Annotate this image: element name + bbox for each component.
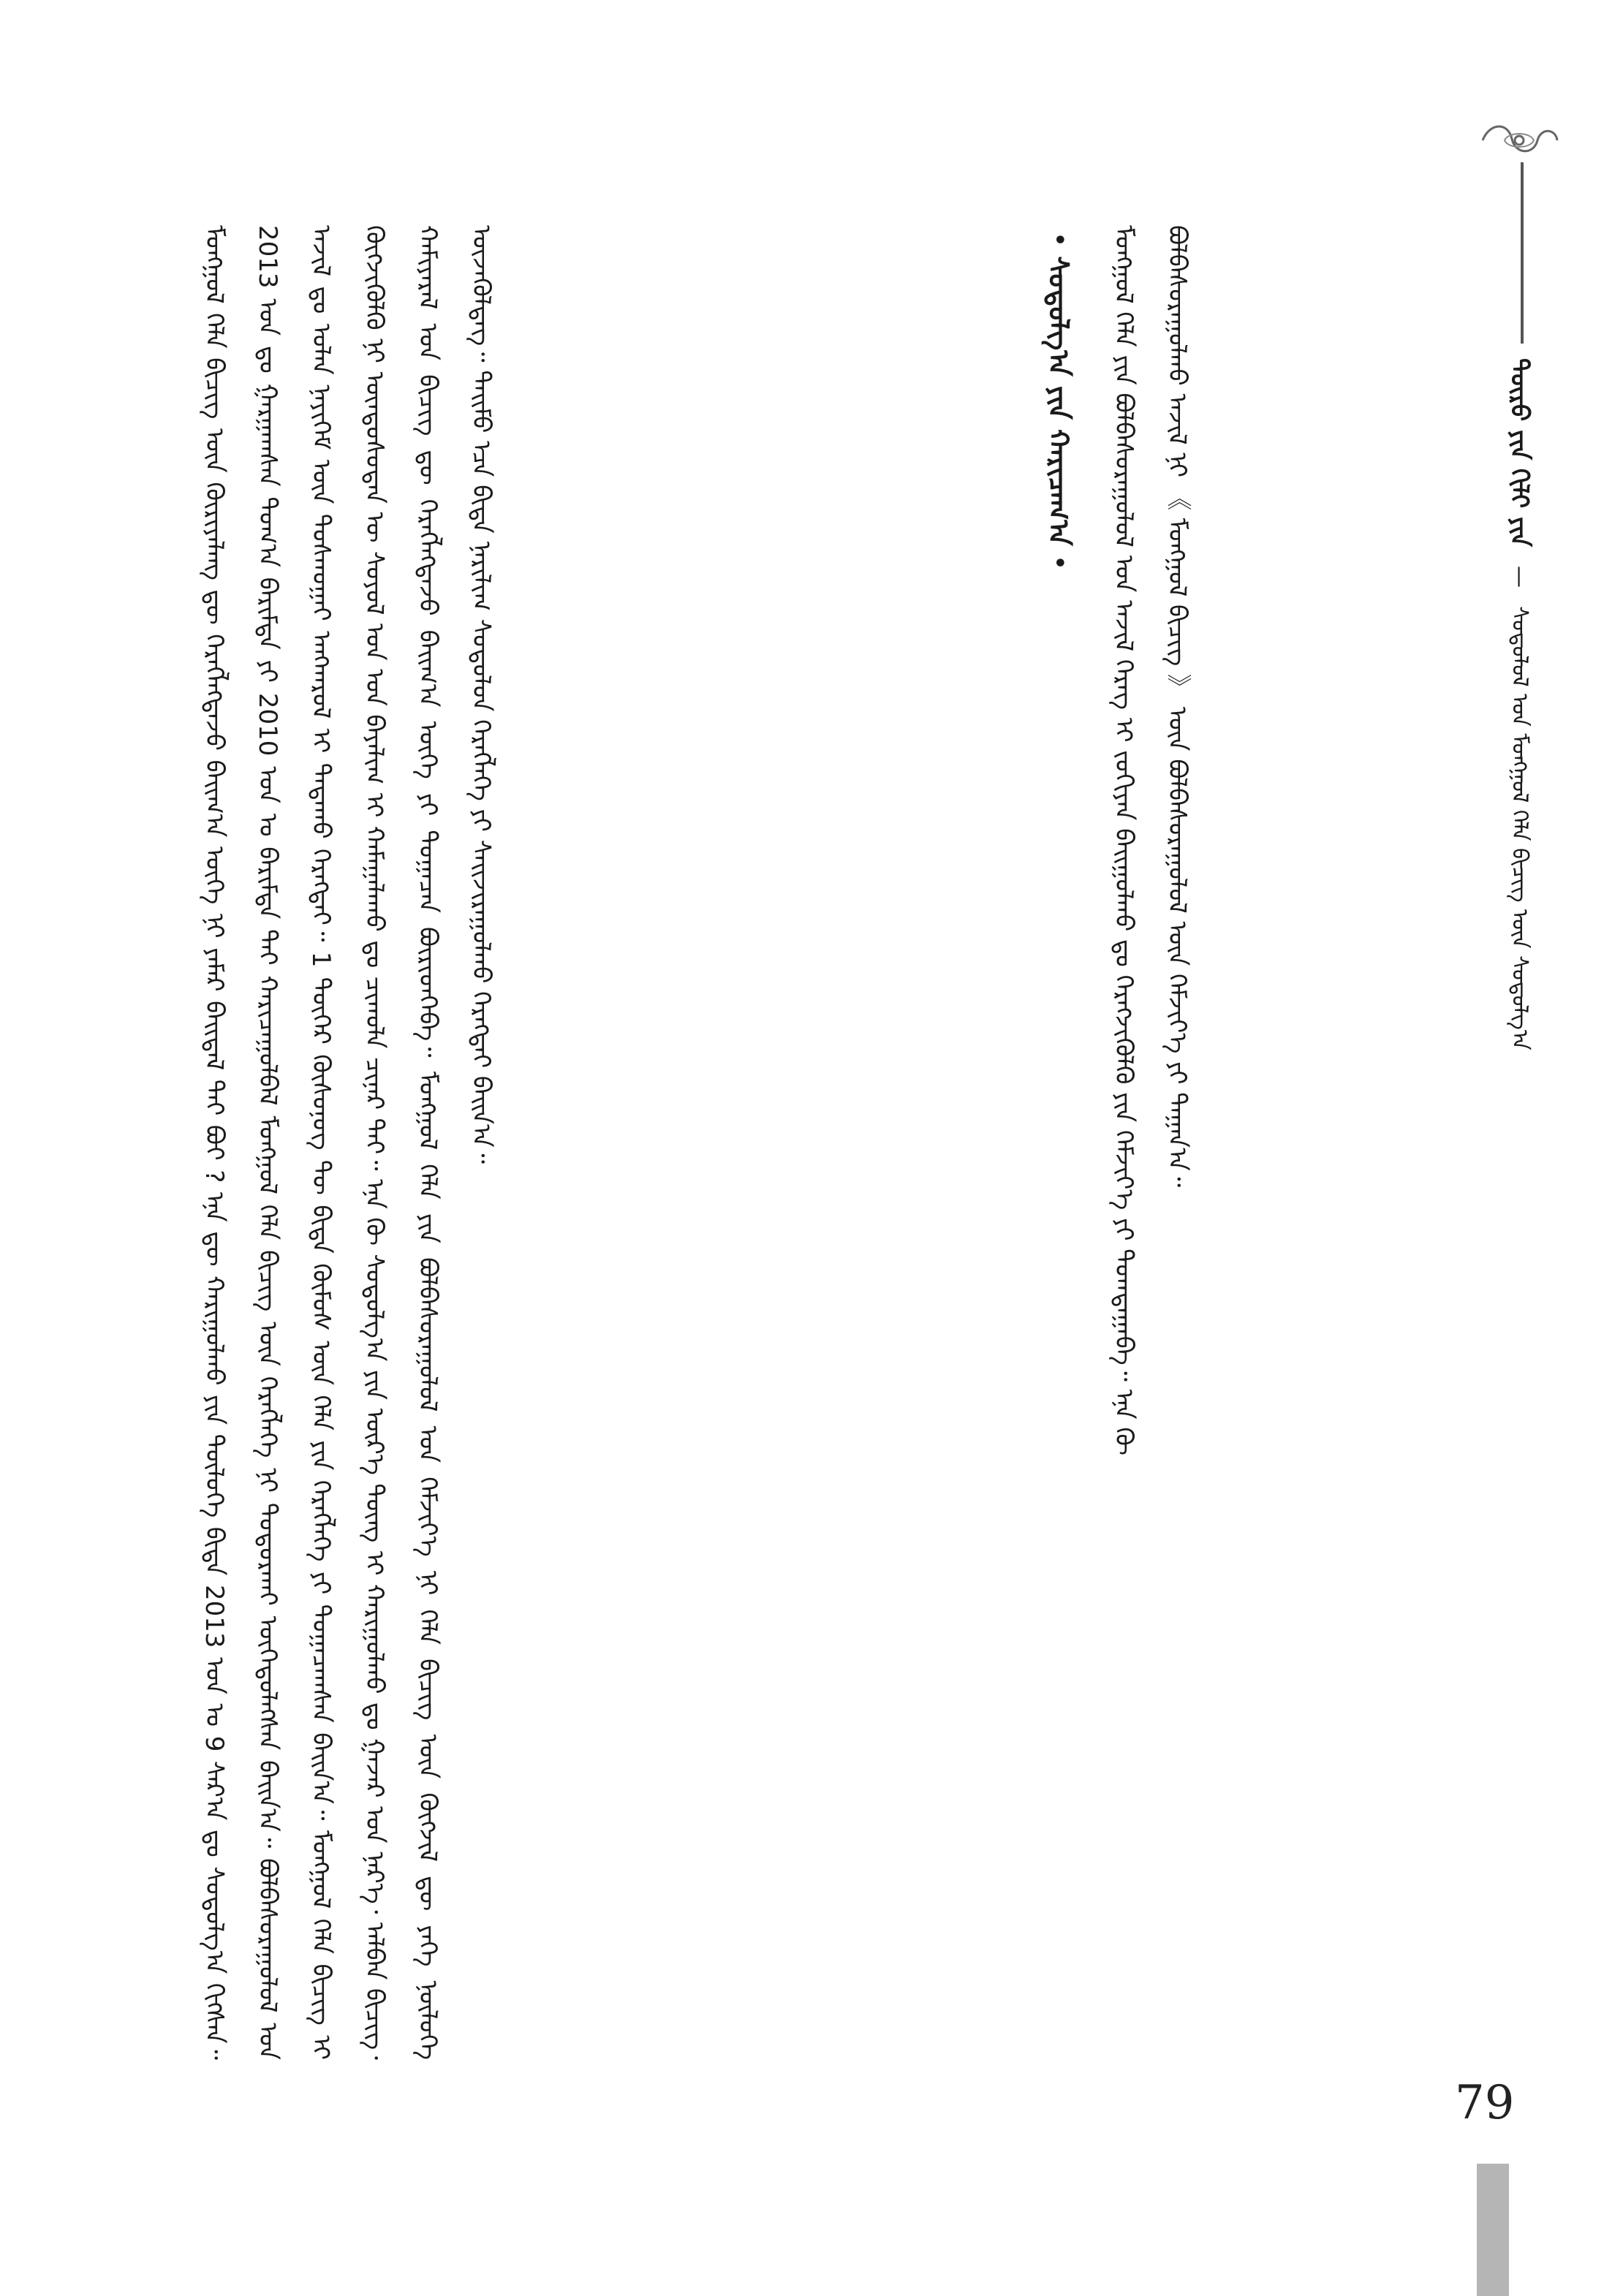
page-number: 79 bbox=[1455, 2076, 1515, 2130]
running-head-text: ᠰᠤᠳᠤᠯᠤᠯ ᠤᠨ ᠮᠣᠩᠭᠣᠯ ᠬᠡᠯᠡ ᠪᠢᠴᠢᠭ᠌ ᠦᠨ ᠰᠤᠳᠤᠯᠭ᠎ᠠ bbox=[1507, 606, 1532, 1050]
running-head-title: ᠲᠦᠷᠦ ᠶᠢᠨ ᠬᠢᠯᠢ ᠶᠢᠨ bbox=[1505, 358, 1534, 548]
body-paragraph: ᠮᠣᠩᠭᠣᠯ ᠬᠡᠯᠡ ᠪᠢᠴᠢᠭ᠌ ᠦᠨ ᠬᠦᠷᠢᠶᠡᠯᠡᠩ ᠳᠦ ᠬᠡᠷᠡᠭᠯᠡᠭᠳᠡᠵᠦ ᠪᠠᠢᠭ᠎ᠠ ᠦᠭᠡ ᠨᠢ ᠶᠠᠮᠠᠷ ᠪᠠᠢᠳᠠᠯ ᠲᠠᠢ ᠪᠣᠢ ? ᠡᠨᠡ ᠳᠦ ᠬᠠᠷᠢᠭᠤᠯᠬᠤ ᠶᠢᠨ ᠲᠥᠯᠦᠭᠡ ᠪᠢᠳᠡ 2013 ᠣᠨ ᠤ 9 ᠰᠠᠷ᠎ᠠ ᠳᠤ ᠰᠤᠳᠤᠯᠭ᠎ᠠ ᠬᠢᠭᠰᠡᠨ᠃ 2013 ᠣᠨ ᠳᠤ ᠭᠠᠷᠭᠠᠭᠰᠠᠨ ᠲᠣᠭ᠎ᠠ ᠪᠠᠷᠢᠮᠲᠠ ᠶᠢ 2010 ᠣᠨ ᠤ ᠪᠠᠷᠢᠮᠲᠠ ᠲᠠᠢ ᠬᠠᠷᠢᠴᠠᠭᠤᠯᠪᠠᠯ ᠮᠣᠩᠭᠣᠯ ᠬᠡᠯᠡ ᠪᠢᠴᠢᠭ᠌ ᠦᠨ ᠬᠡᠷᠡᠭᠯᠡᠭᠡ ᠨᠢ ᠲᠣᠳᠣᠷᠬᠠᠢ ᠥᠭᠡᠳᠦᠯᠡᠭᠰᠡᠨ ᠪᠠᠢᠨ᠎ᠠ᠃ ᠪᠣᠯᠪᠠᠰᠤᠷᠠᠭᠤᠯᠤᠯ ᠤᠨ ᠠᠵᠢᠯ ᠳᠤ ᠣᠯᠠᠨ ᠨᠡᠶᠢᠭᠡᠮ ᠦᠨ ᠲᠣᠰᠬᠤᠭᠠᠢ ᠠᠩᠬᠠᠷᠤᠯ ᠢ ᠲᠠᠲᠠᠬᠤ ᠬᠡᠷᠡᠭᠲᠡᠢ᠃ 1 ᠳᠦᠭᠡᠷ ᠬᠥᠰᠦᠨᠦᠭ ᠲᠦ ᠪᠢᠳᠡ ᠬᠦᠮᠦᠰ ᠦᠨ ᠬᠡᠯᠡ ᠶᠢᠨ ᠬᠡᠷᠡᠭᠯᠡᠭᠡ ᠶᠢ ᠲᠣᠭᠠᠴᠠᠭᠰᠠᠨ ᠪᠠᠢᠨ᠎ᠠ᠃ ᠮᠣᠩᠭᠣᠯ ᠬᠡᠯᠡ ᠪᠢᠴᠢᠭ᠌ ᠢ ᠬᠥᠭᠵᠢᠭᠦᠯᠬᠦ ᠨᠢ ᠦᠨᠳᠦᠰᠦᠲᠡᠨ ᠦ ᠰᠣᠶᠣᠯ ᠤᠨ ᠡᠳ ᠪᠠᠶᠠᠯᠢᠭ ᠢ ᠬᠠᠮᠠᠭᠠᠯᠠᠬᠤ ᠳᠤ ᠴᠢᠬᠤᠯᠠ ᠴᠢᠨᠠᠷ ᠲᠠᠢ᠃ ᠡᠨᠡ ᠬᠦ ᠰᠤᠳᠤᠯᠭ᠎ᠠ ᠶᠢᠨ ᠦᠷ᠎ᠡ ᠳᠦᠩ ᠢ ᠬᠠᠷᠢᠭᠤᠯᠬᠤ ᠳᠤ ᠭᠠᠵᠠᠷ ᠤᠨ ᠨᠡᠷ᠎ᠡ᠂ ᠠᠯᠪᠠᠨ ᠪᠢᠴᠢᠭ᠌᠂ ᠬᠠᠮᠢᠶᠠᠷᠠᠯ ᠤᠨ ᠪᠢᠴᠢᠭ᠌ ᠳᠦ ᠬᠡᠷᠡᠭᠯᠡᠭᠳᠡᠵᠦ ᠪᠠᠢᠭ᠎ᠠ ᠦᠭᠡ ᠶᠢ ᠲᠣᠭᠠᠴᠠᠨ ᠪᠦᠷᠢᠳᠬᠡᠪᠡ᠃ ᠮᠣᠩᠭᠣᠯ ᠬᠡᠯᠡ ᠶᠢᠨ ᠪᠣᠯᠪᠠᠰᠤᠷᠠᠭᠤᠯᠤᠯ ᠤᠨ ᠬᠡᠮᠵᠢᠶ᠎ᠡ ᠨᠢ ᠬᠡᠯᠡ ᠪᠢᠴᠢᠭ᠌ ᠦᠨ ᠬᠥᠭᠵᠢᠯ ᠳᠦ ᠶᠡᠬᠡ ᠨᠥᠯᠦᠭᠡ ᠦᠵᠡᠭᠦᠯᠳᠡᠭ᠃ ᠲᠡᠢᠮᠦ ᠡᠴᠡ ᠪᠢᠳᠡ ᠨᠠᠷᠢᠯᠢᠭ ᠰᠤᠳᠤᠯᠤᠨ ᠬᠡᠷᠡᠭᠯᠡᠭᠡ ᠶᠢ ᠰᠠᠢᠵᠢᠷᠠᠭᠤᠯᠬᠤ ᠬᠡᠷᠡᠭᠲᠡᠢ ᠪᠠᠢᠨ᠎ᠠ᠃ bbox=[200, 225, 496, 2060]
header-ornament-icon bbox=[1475, 118, 1563, 162]
running-head bbox=[1497, 358, 1541, 1425]
heading-bullet-icon: • bbox=[1046, 232, 1072, 247]
running-head-separator: — bbox=[1507, 565, 1532, 588]
intro-paragraph: ᠮᠣᠩᠭᠣᠯ ᠬᠡᠯᠡ ᠶᠢᠨ ᠪᠣᠯᠪᠠᠰᠤᠷᠠᠭᠤᠯᠤᠯ ᠤᠨ ᠠᠵᠢᠯ ᠬᠡᠷᠡᠭ ᠢ ᠵᠣᠬᠢᠶᠠᠨ ᠪᠠᠢᠭᠤᠯᠬᠤ ᠳᠤ ᠬᠡᠷᠡᠭᠵᠢᠭᠦᠯᠬᠦ ᠶᠢᠨ ᠬᠡᠮᠵᠢᠶ᠎ᠡ ᠶᠢ ᠲᠣᠭᠲᠠᠭᠠᠪᠠ᠃ ᠡᠨᠡ ᠬᠦ ᠪᠣᠯᠪᠠᠰᠤᠷᠠᠭᠤᠯᠬᠤ ᠠᠵᠢᠯ ᠨᠢ 《 ᠮᠣᠩᠭᠣᠯ ᠪᠢᠴᠢᠭ᠌ 》 ᠦᠨ ᠪᠣᠯᠪᠠᠰᠤᠷᠠᠭᠤᠯᠤᠯ ᠦᠨ ᠬᠡᠮᠵᠢᠶ᠎ᠡ ᠶᠢ ᠳᠠᠭᠠᠨ᠎ᠠ᠃ bbox=[1109, 225, 1192, 1456]
side-tab bbox=[1477, 2164, 1509, 2296]
body-text bbox=[187, 225, 1181, 2060]
section-heading-text: ᠰᠤᠳᠤᠯᠭ᠎ᠠ ᠶᠢᠨ ᠬᠠᠷᠢᠴᠠᠭ᠎ᠠ bbox=[1043, 256, 1075, 546]
header-rule bbox=[1521, 162, 1524, 344]
heading-bullet-icon: • bbox=[1046, 555, 1072, 570]
